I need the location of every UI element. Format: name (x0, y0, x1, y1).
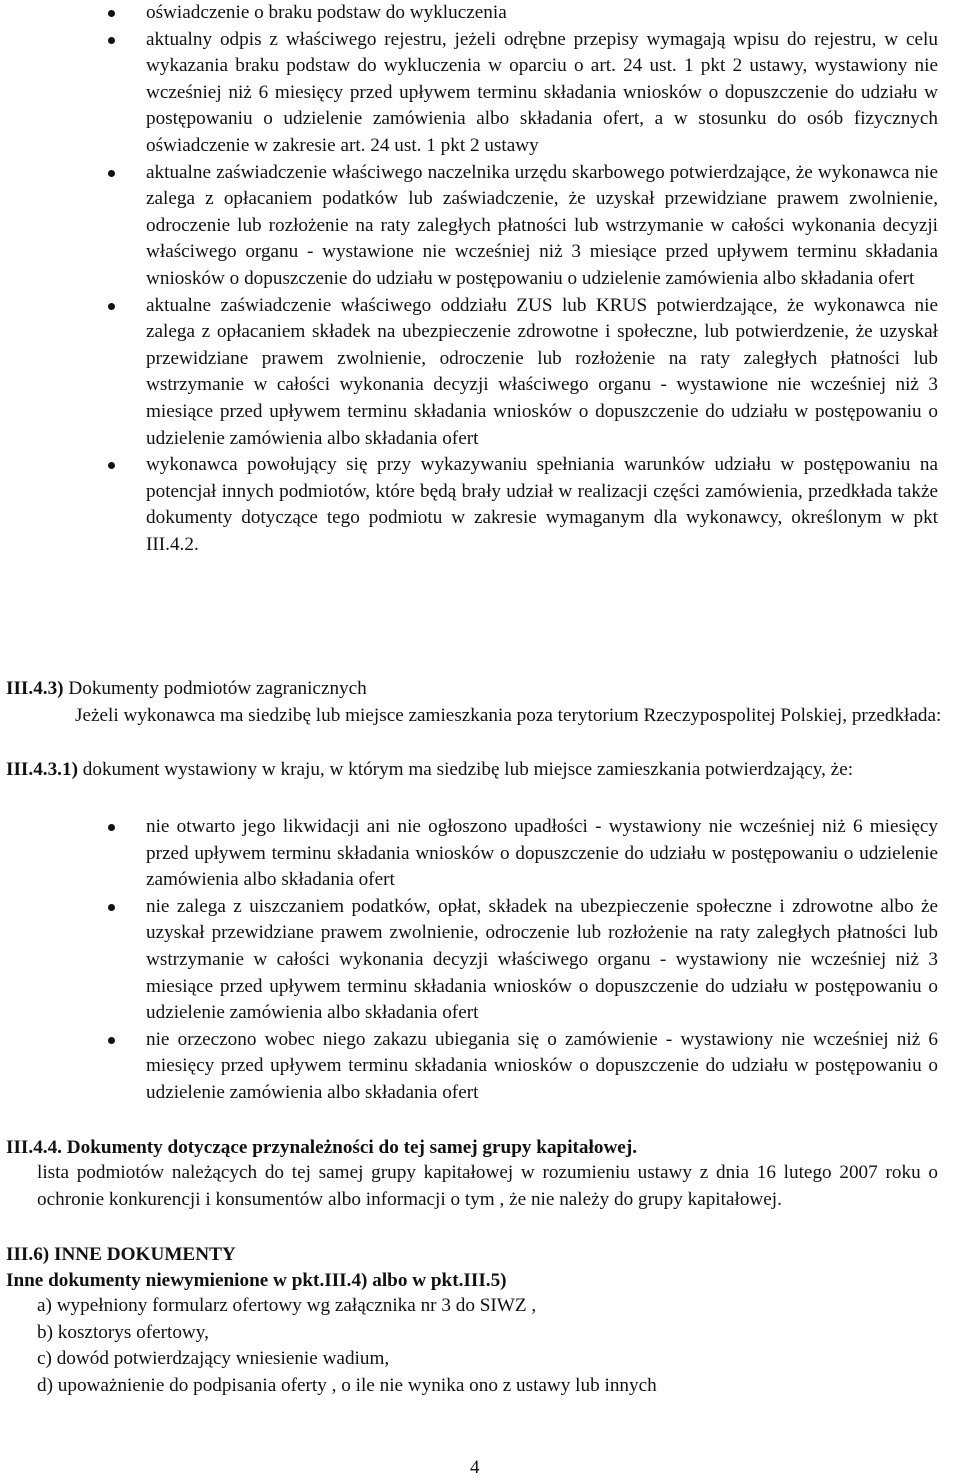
list-item: oświadczenie o braku podstaw do wykluczenia (146, 0, 938, 27)
bullet-icon (108, 904, 115, 911)
list-item: d) upoważnienie do podpisania oferty , o ile nie wynika ono z ustawy lub innych (37, 1374, 657, 1396)
list-item: a) wypełniony formularz ofertowy wg załącznika nr 3 do SIWZ , (37, 1295, 537, 1316)
section-heading-other-docs: III.6) INNE DOKUMENTY (6, 1244, 236, 1265)
bullet-list-documents (146, 0, 938, 558)
list-item: nie orzeczono wobec niego zakazu ubiegania się o zamówienie - wystawiony nie wcześniej niż 6 miesięcy przed upływem terminu składania wniosków o dopuszczenie do udziału w postępowaniu o udzielenie zamówienia albo składania ofert (146, 1027, 938, 1107)
list-item: wykonawca powołujący się przy wykazywaniu spełniania warunków udziału w postępowaniu na potencjał innych podmiotów, które będą brały udział w realizacji części zamówienia, przedkłada także dokumenty dotyczące tego podmiotu w zakresie wymaganym dla wykonawcy, określonym w pkt III.4.2. (146, 452, 938, 558)
list-item: nie otwarto jego likwidacji ani nie ogłoszono upadłości - wystawiony nie wcześniej niż 6 miesięcy przed upływem terminu składania wniosków o dopuszczenie do udziału w postępowaniu o udzielenie zamówienia albo składania ofert (146, 814, 938, 894)
other-docs-subheading: Inne dokumenty niewymienione w pkt.III.4) albo w pkt.III.5) (6, 1270, 507, 1291)
section-heading-foreign-docs: III.4.3) Dokumenty podmiotów zagranicznych (6, 678, 367, 699)
list-item: aktualny odpis z właściwego rejestru, jeżeli odrębne przepisy wymagają wpisu do rejestru, w celu wykazania braku podstaw do wykluczenia w oparciu o art. 24 ust. 1 pkt 2 ustawy, wystawiony nie wcześniej niż 6 miesięcy przed upływem terminu składania wniosków o dopuszczenie do udziału w postępowaniu o udzielenie zamówienia albo składania ofert, a w stosunku do osób fizycznych oświadczenie w zakresie art. 24 ust. 1 pkt 2 ustawy (146, 27, 938, 160)
bullet-icon (108, 824, 115, 831)
list-item: aktualne zaświadczenie właściwego naczelnika urzędu skarbowego potwierdzające, że wykonawca nie zalega z opłacaniem podatków lub zaświadczenie, że uzyskał przewidziane prawem zwolnienie, odroczenie lub rozłożenie na raty zaległych płatności lub wstrzymanie w całości wykonania decyzji właściwego organu - wystawione nie wcześniej niż 3 miesiące przed upływem terminu składania wniosków o dopuszczenie do udziału w postępowaniu o udzielenie zamówienia albo składania ofert (146, 160, 938, 293)
bullet-icon (108, 462, 115, 469)
bullet-icon (108, 303, 115, 310)
bullet-icon (108, 10, 115, 17)
bullet-icon (108, 170, 115, 177)
section-4331-paragraph: III.4.3.1) dokument wystawiony w kraju, w którym ma siedzibę lub miejsce zamieszkania potwierdzający, że: (6, 759, 854, 780)
foreign-docs-intro: Jeżeli wykonawca ma siedzibę lub miejsce zamieszkania poza terytorium Rzeczypospolitej Polskiej, przedkłada: (75, 705, 942, 726)
bullet-icon (108, 1037, 115, 1044)
page-number: 4 (470, 1457, 480, 1478)
list-item: c) dowód potwierdzający wniesienie wadium, (37, 1348, 390, 1370)
capital-group-text: lista podmiotów należących do tej samej grupy kapitałowej w rozumieniu ustawy z dnia 16 lutego 2007 roku o ochronie konkurencji i konsumentów albo informacji o tym , że nie należy do grupy kapitałowej. (37, 1162, 938, 1210)
bullet-list-foreign (146, 814, 938, 1107)
list-item: aktualne zaświadczenie właściwego oddziału ZUS lub KRUS potwierdzające, że wykonawca nie zalega z opłacaniem składek na ubezpieczenie zdrowotne i społeczne, lub potwierdzenie, że uzyskał przewidziane prawem zwolnienie, odroczenie lub rozłożenie na raty zaległych płatności lub wstrzymanie w całości wykonania decyzji właściwego organu - wystawione nie wcześniej niż 3 miesiące przed upływem terminu składania wniosków o dopuszczenie do udziału w postępowaniu o udzielenie zamówienia albo składania ofert (146, 293, 938, 453)
section-heading-capital-group: III.4.4. Dokumenty dotyczące przynależności do tej samej grupy kapitałowej. (6, 1137, 638, 1158)
list-item: b) kosztorys ofertowy, (37, 1321, 209, 1343)
other-docs-list (37, 1293, 938, 1399)
list-item: nie zalega z uiszczaniem podatków, opłat, składek na ubezpieczenie społeczne i zdrowotne albo że uzyskał przewidziane prawem zwolnienie, odroczenie lub rozłożenie na raty zaległych płatności lub wstrzymanie w całości wykonania decyzji właściwego organu - wystawiony nie wcześniej niż 3 miesiące przed upływem terminu składania wniosków o dopuszczenie do udziału w postępowaniu o udzielenie zamówienia albo składania ofert (146, 894, 938, 1027)
bullet-icon (108, 37, 115, 44)
